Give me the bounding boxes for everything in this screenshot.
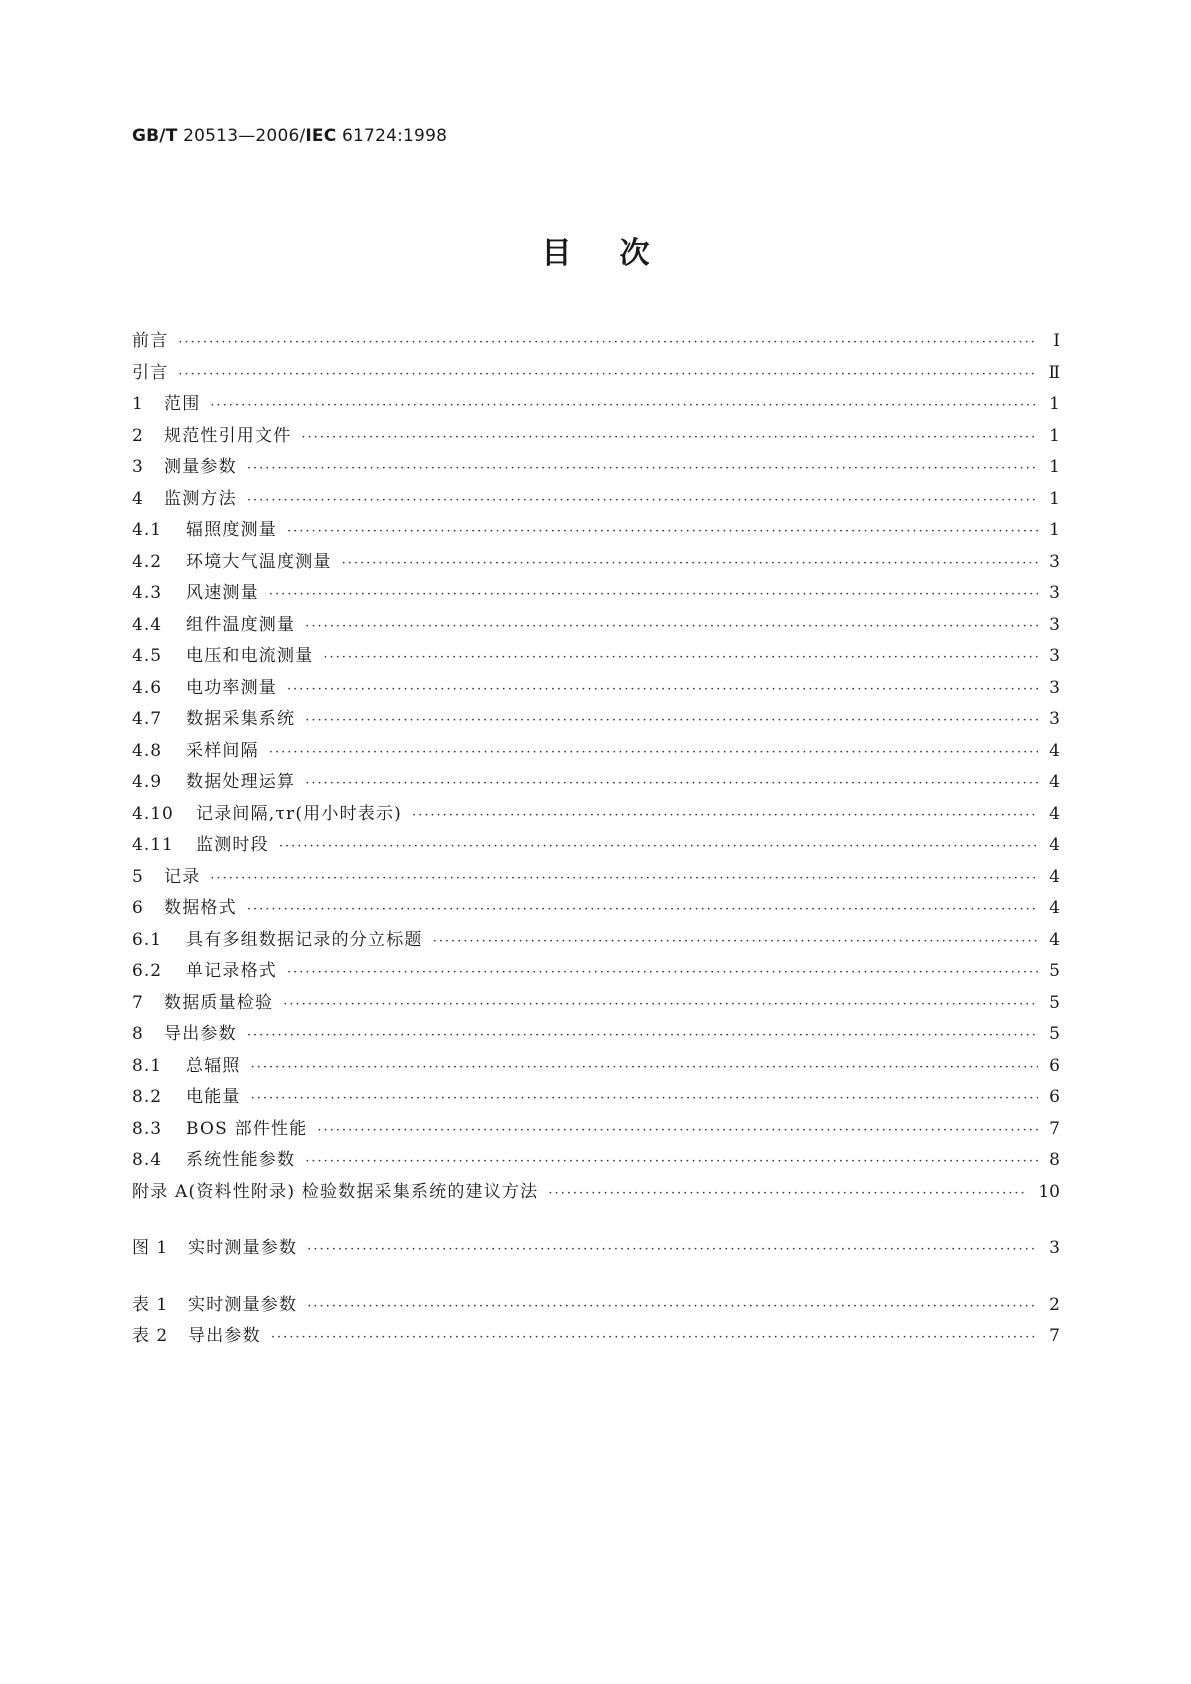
toc-label: 单记录格式: [186, 961, 277, 981]
toc-page: 4: [1049, 740, 1060, 761]
toc-number: 1: [132, 394, 144, 414]
toc-entry[interactable]: [132, 1177, 1060, 1209]
toc-label: 电能量: [186, 1087, 241, 1107]
toc-page: 4: [1049, 866, 1060, 887]
toc-entry[interactable]: [132, 578, 1060, 610]
toc-page: 5: [1049, 961, 1060, 981]
toc-entry[interactable]: [132, 326, 1060, 358]
toc-entry[interactable]: [132, 830, 1060, 862]
toc-entry[interactable]: [132, 389, 1060, 421]
toc-label: 数据质量检验: [164, 992, 274, 1013]
toc-number: 4.6: [132, 677, 163, 698]
toc-label: 前言: [132, 331, 169, 351]
toc-number: 4.2: [132, 551, 163, 572]
toc-number: 4.4: [132, 614, 163, 635]
toc-label: 测量参数: [164, 457, 237, 477]
page-title: 目次: [541, 236, 698, 271]
toc-number: 4.7: [132, 709, 163, 729]
toc-label: 导出参数: [164, 1024, 237, 1044]
toc-page: 10: [1038, 1181, 1060, 1202]
toc-page: 4: [1049, 835, 1060, 855]
toc-number: 4.10: [132, 803, 174, 824]
toc-entry[interactable]: [132, 956, 1060, 988]
toc-label: 记录间隔,τr(用小时表示): [196, 803, 402, 824]
toc-page: 8: [1049, 1150, 1060, 1170]
toc-entry[interactable]: [132, 673, 1060, 705]
toc-label: 系统性能参数: [186, 1150, 296, 1170]
standard-prefix: GB/T: [132, 126, 178, 146]
toc-entry[interactable]: [132, 547, 1060, 579]
toc-entry[interactable]: [132, 484, 1060, 516]
toc-page: 1: [1049, 425, 1060, 446]
figure-number: 图 1: [132, 1238, 169, 1258]
toc-page: 3: [1049, 551, 1060, 572]
toc-number: 6.1: [132, 929, 163, 950]
toc-entry[interactable]: [132, 767, 1060, 799]
table-entry[interactable]: [132, 1321, 1060, 1353]
toc-page: 6: [1049, 1055, 1060, 1076]
toc-label: 范围: [164, 394, 201, 414]
toc-number: 8.1: [132, 1055, 163, 1076]
toc-number: 4.8: [132, 740, 163, 761]
toc-entry[interactable]: [132, 704, 1060, 736]
toc-entry[interactable]: [132, 358, 1060, 390]
toc-entry[interactable]: [132, 862, 1060, 894]
toc-number: 4: [132, 488, 144, 509]
toc-number: 6.2: [132, 961, 163, 981]
toc-entry[interactable]: [132, 515, 1060, 547]
toc-number: 2: [132, 425, 144, 446]
toc-label: 环境大气温度测量: [186, 551, 332, 572]
toc-number: 8: [132, 1024, 144, 1044]
toc-entry[interactable]: [132, 925, 1060, 957]
table-page: 2: [1049, 1294, 1060, 1315]
toc-label: 电功率测量: [186, 677, 277, 698]
toc-label: 记录: [164, 866, 201, 887]
toc-page: Ⅰ: [1053, 331, 1060, 351]
toc-label: 附录 A(资料性附录) 检验数据采集系统的建议方法: [132, 1181, 539, 1202]
table-label: 导出参数: [188, 1326, 261, 1346]
table-label: 实时测量参数: [188, 1294, 298, 1315]
toc-entry[interactable]: [132, 1114, 1060, 1146]
toc-entry[interactable]: [132, 1145, 1060, 1177]
toc-label: 数据格式: [164, 898, 237, 918]
table-page: 7: [1049, 1326, 1060, 1346]
toc-entry[interactable]: [132, 452, 1060, 484]
toc-entry[interactable]: [132, 641, 1060, 673]
toc-label: 电压和电流测量: [186, 646, 314, 666]
toc-label: 规范性引用文件: [164, 425, 292, 446]
standard-number: 20513—2006/: [177, 126, 306, 146]
toc-number: 8.4: [132, 1150, 163, 1170]
toc-page: 1: [1049, 394, 1060, 414]
toc-label: 监测方法: [164, 488, 237, 509]
toc-page: 3: [1049, 677, 1060, 698]
figure-page: 3: [1049, 1238, 1060, 1258]
toc-page: 1: [1049, 520, 1060, 540]
toc-label: 风速测量: [186, 583, 259, 603]
toc-number: 4.3: [132, 583, 163, 603]
toc-number: 7: [132, 992, 144, 1013]
toc-label: 组件温度测量: [186, 614, 296, 635]
toc-number: 8.2: [132, 1087, 163, 1107]
toc-entry[interactable]: [132, 893, 1060, 925]
toc-page: 4: [1049, 929, 1060, 950]
table-number: 表 2: [132, 1326, 169, 1346]
iec-number: 61724:1998: [336, 126, 448, 146]
toc-page: 6: [1049, 1087, 1060, 1107]
toc-entry[interactable]: [132, 1019, 1060, 1051]
toc-entry[interactable]: [132, 988, 1060, 1020]
toc-entry[interactable]: [132, 799, 1060, 831]
toc-page: 5: [1049, 992, 1060, 1013]
toc-entry[interactable]: [132, 1051, 1060, 1083]
toc-number: 4.11: [132, 835, 174, 855]
toc-label: 引言: [132, 362, 169, 383]
table-number: 表 1: [132, 1294, 169, 1315]
toc-entry[interactable]: [132, 736, 1060, 768]
standard-code: [132, 126, 447, 146]
toc-page: 1: [1049, 488, 1060, 509]
toc-number: 6: [132, 898, 144, 918]
toc-label: 辐照度测量: [186, 520, 277, 540]
toc-page: 3: [1049, 583, 1060, 603]
toc-entry[interactable]: [132, 1082, 1060, 1114]
toc-entry[interactable]: [132, 421, 1060, 453]
toc-label: 采样间隔: [186, 740, 259, 761]
toc-label: 监测时段: [196, 835, 269, 855]
toc-page: 1: [1049, 457, 1060, 477]
toc-page: 5: [1049, 1024, 1060, 1044]
toc-page: 3: [1049, 709, 1060, 729]
iec-prefix: IEC: [305, 126, 337, 146]
toc-number: 4.9: [132, 772, 163, 792]
toc-page: 4: [1049, 898, 1060, 918]
toc-page: 7: [1049, 1118, 1060, 1139]
toc-number: 4.5: [132, 646, 163, 666]
toc-label: 数据处理运算: [186, 772, 296, 792]
toc-number: 5: [132, 866, 144, 887]
toc-page: 4: [1049, 803, 1060, 824]
toc-page: 3: [1049, 646, 1060, 666]
toc-page: Ⅱ: [1048, 362, 1060, 383]
toc-page: 3: [1049, 614, 1060, 635]
toc-number: 3: [132, 457, 144, 477]
toc-label: 数据采集系统: [186, 709, 296, 729]
toc-number: 8.3: [132, 1118, 163, 1139]
toc-label: 具有多组数据记录的分立标题: [186, 929, 423, 950]
toc-number: 4.1: [132, 520, 163, 540]
table-of-contents: [132, 326, 1060, 1353]
toc-page: 4: [1049, 772, 1060, 792]
toc-entry[interactable]: [132, 610, 1060, 642]
toc-label: 总辐照: [186, 1055, 241, 1076]
figure-label: 实时测量参数: [188, 1238, 298, 1258]
table-entry[interactable]: [132, 1290, 1060, 1322]
figure-entry[interactable]: [132, 1233, 1060, 1265]
toc-label: BOS 部件性能: [186, 1118, 308, 1139]
